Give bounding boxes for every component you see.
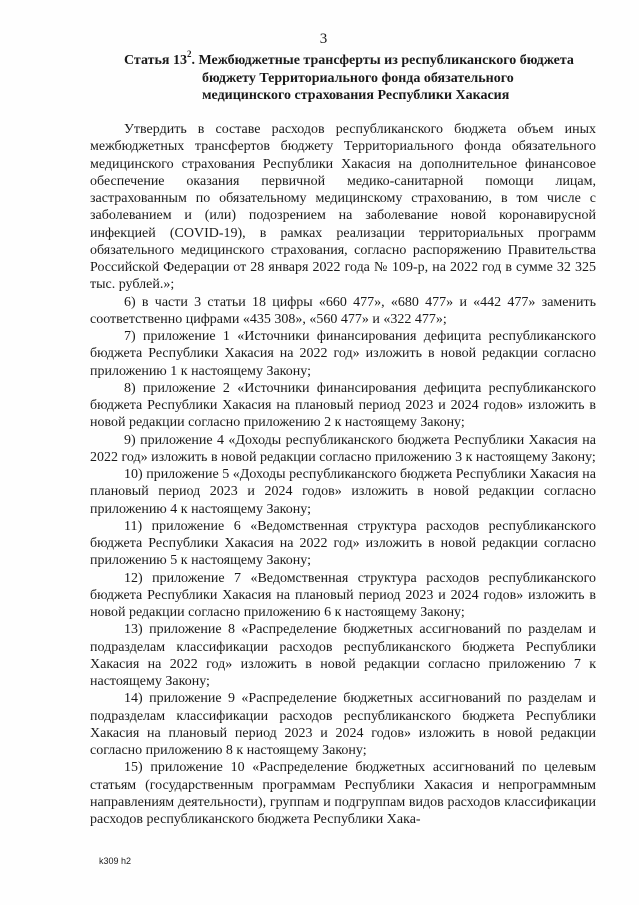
article-body	[90, 121, 596, 828]
heading-prefix: Статья 13	[124, 53, 187, 68]
paragraph-item-9: 9) приложение 4 «Доходы республиканского бюджета Республики Хакасия на 2022 год» изложить в новой редакции согласно приложению 3 к настоящему Закону;	[90, 432, 596, 465]
paragraph-item-6: 6) в части 3 статьи 18 цифры «660 477», «680 477» и «442 477» заменить соответственно цифрами «435 308», «560 477» и «322 477»;	[90, 294, 596, 327]
paragraph-item-7: 7) приложение 1 «Источники финансирования дефицита республиканского бюджета Республики Хакасия на 2022 год» изложить в новой редакции согласно приложению 1 к настоящему Закону;	[90, 329, 596, 379]
paragraph-item-8: 8) приложение 2 «Источники финансирования дефицита республиканского бюджета Республики Хакасия на плановый период 2023 и 2024 годов» изложить в новой редакции согласно приложению 2 к настоящему Закону;	[90, 380, 596, 431]
heading-line-2: бюджету Территориального фонда обязательного	[202, 70, 514, 86]
heading-line-1-text: . Межбюджетные трансферты из республиканского бюджета	[191, 53, 574, 68]
paragraph-item-13: 13) приложение 8 «Распределение бюджетных ассигнований по разделам и подразделам классификации расходов республиканского бюджета Республики Хакасия на 2022 год» изложить в новой редакции согласно приложению 7 к настоящему Закону;	[90, 622, 596, 689]
footer-document-code: k309 h2	[99, 856, 132, 866]
paragraph-item-15: 15) приложение 10 «Распределение бюджетных ассигнований по целевым статьям (государственным программам Республики Хакасия и непрограммным направлениям деятельности), группам и подгруппам видов расходов классификации расходов республиканского бюджета Республики Хака-	[90, 760, 596, 827]
heading-superscript: 2	[186, 49, 192, 60]
article-heading	[124, 49, 604, 105]
paragraph-item-10: 10) приложение 5 «Доходы республиканского бюджета Республики Хакасия на плановый период 2023 и 2024 годов» изложить в новой редакции согласно приложению 4 к настоящему Закону;	[90, 467, 596, 517]
paragraph-intro: Утвердить в составе расходов республиканского бюджета объем иных межбюджетных трансфертов бюджету Территориального фонда обязательного медицинского страхования Республики Хакасия на дополнительное финансовое обеспечение оказания первичной медико-санитарной помощи лицам, застрахованным по обязательному медицинскому страхованию, в том числе с заболеванием и (или) подозрением на заболевание новой коронавирусной инфекцией (COVID-19), в рамках реализации территориальных программ обязательного медицинского страхования, согласно распоряжению Правительства Российской Федерации от 28 января 2022 года № 109-р, на 2022 год в сумме 32 325 тыс. рублей.»;	[90, 122, 596, 293]
heading-line-1	[124, 49, 604, 70]
paragraph-item-12: 12) приложение 7 «Ведомственная структура расходов республиканского бюджета Республики Хакасия на плановый период 2023 и 2024 годов» изложить в новой редакции согласно приложению 6 к настоящему Закону;	[90, 570, 596, 620]
page-number: 3	[319, 31, 328, 47]
paragraph-item-14: 14) приложение 9 «Распределение бюджетных ассигнований по разделам и подразделам классификации расходов республиканского бюджета Республики Хакасия на плановый период 2023 и 2024 годов» изложить в новой редакции согласно приложению 8 к настоящему Закону;	[90, 691, 596, 758]
paragraph-item-11: 11) приложение 6 «Ведомственная структура расходов республиканского бюджета Республики Хакасия на 2022 год» изложить в новой редакции согласно приложению 5 к настоящему Закону;	[90, 518, 596, 569]
heading-line-3: медицинского страхования Республики Хакасия	[202, 88, 510, 103]
